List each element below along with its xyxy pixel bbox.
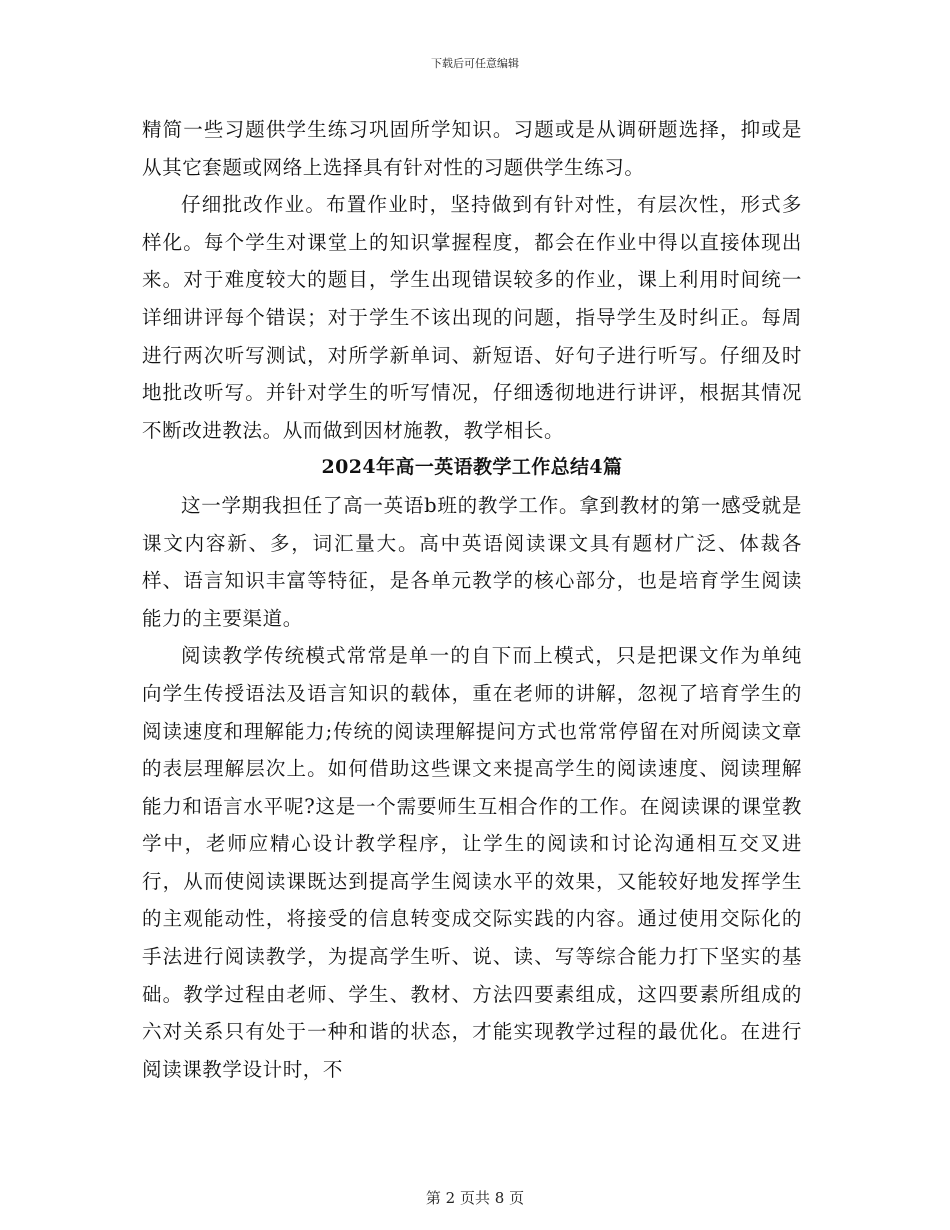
paragraph-homework: 仔细批改作业。布置作业时，坚持做到有针对性，有层次性，形式多样化。每个学生对课堂上的知识掌握程度，都会在作业中得以直接体现出来。对于难度较大的题目，学生出现错误较多的作业，课上利用时间统一详细讲评每个错误；对于学生不该出现的问题，指导学生及时纠正。每周进行两次听写测试，对所学新单词、新短语、好句子进行听写。仔细及时地批改听写。并针对学生的听写情况，仔细透彻地进行讲评，根据其情况不断改进教法。从而做到因材施教，教学相长。 <box>142 193 802 442</box>
section-heading: 2024年高一英语教学工作总结4篇 <box>321 456 623 479</box>
page-footer: 第 2 页共 8 页 <box>425 1189 525 1207</box>
paragraph-exercises: 精简一些习题供学生练习巩固所学知识。习题或是从调研题选择，抑或是从其它套题或网络上选择具有针对性的习题供学生练习。 <box>142 118 802 179</box>
paragraph-reading-teaching: 阅读教学传统模式常常是单一的自下而上模式，只是把课文作为单纯向学生传授语法及语言知识的载体，重在老师的讲解，忽视了培育学生的阅读速度和理解能力;传统的阅读理解提问方式也常常停留在对所阅读文章的表层理解层次上。如何借助这些课文来提高学生的阅读速度、阅读理解能力和语言水平呢?这是一个需要师生互相合作的工作。在阅读课的课堂教学中，老师应精心设计教学程序，让学生的阅读和讨论沟通相互交叉进行，从而使阅读课既达到提高学生阅读水平的效果，又能较好地发挥学生的主观能动性，将接受的信息转变成交际实践的内容。通过使用交际化的手法进行阅读教学，为提高学生听、说、读、写等综合能力打下坚实的基础。教学过程由老师、学生、教材、方法四要素组成，这四要素所组成的六对关系只有处于一种和谐的状态，才能实现教学过程的最优化。在进行阅读课教学设计时，不 <box>142 644 802 1081</box>
document-body <box>142 111 802 1088</box>
page-header: 下载后可任意编辑 <box>431 57 519 70</box>
paragraph-intro: 这一学期我担任了高一英语b班的教学工作。拿到教材的第一感受就是课文内容新、多，词汇量大。高中英语阅读课文具有题材广泛、体裁各样、语言知识丰富等特征，是各单元教学的核心部分，也是培育学生阅读能力的主要渠道。 <box>142 493 802 630</box>
